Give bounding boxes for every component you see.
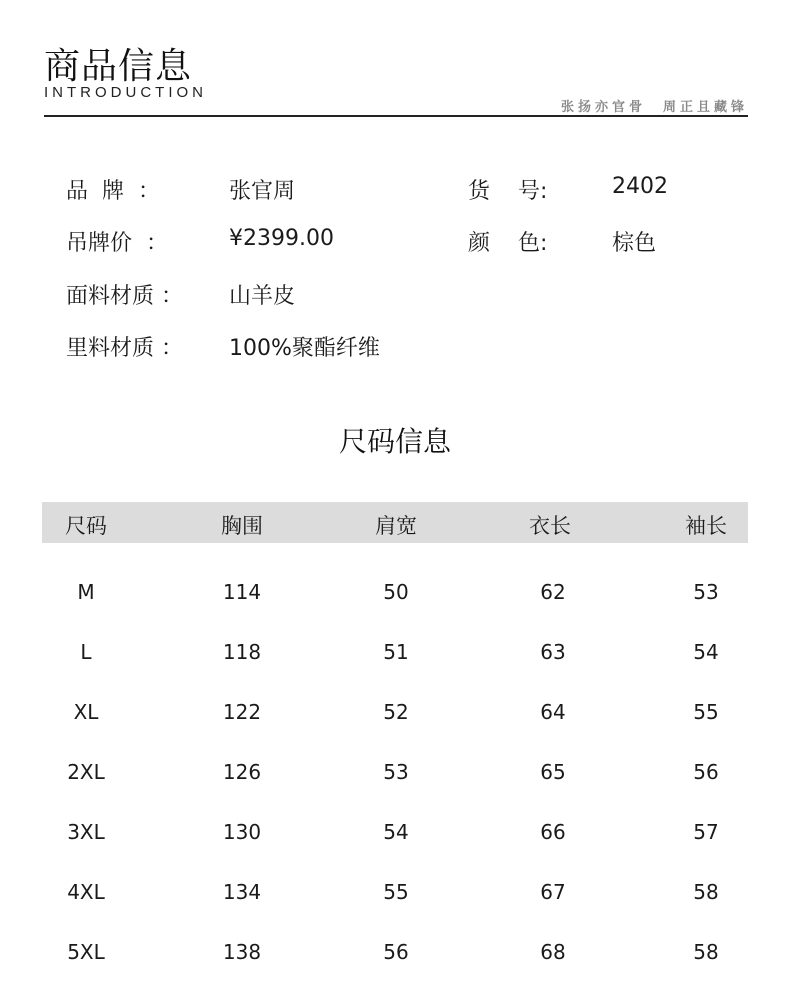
table-cell: 58 [693,940,719,964]
fabric-label: 面料材质 ： [66,284,183,309]
table-cell: L [80,640,92,664]
table-cell: 64 [540,700,566,724]
fabric-value: 山羊皮 [229,284,296,309]
table-cell: 2XL [67,760,105,784]
table-cell: 63 [540,640,566,664]
table-row [42,760,748,800]
table-cell: 114 [222,580,262,604]
table-cell: 62 [540,580,566,604]
table-cell: 130 [222,820,262,844]
column-header-chest: 胸围 [221,514,263,538]
size-section-title: 尺码信息 [338,425,451,458]
table-cell: 66 [540,820,566,844]
table-cell: 54 [693,640,719,664]
table-cell: 54 [383,820,409,844]
table-row [42,700,748,740]
table-cell: M [77,580,95,604]
column-header-shoulder: 肩宽 [375,514,417,538]
column-header-length: 衣长 [529,514,571,538]
table-cell: 53 [693,580,719,604]
table-cell: 4XL [67,880,105,904]
size-table-header [42,502,748,543]
tag-price-value: ¥2399.00 [229,226,334,251]
table-row [42,880,748,920]
table-cell: 138 [222,940,262,964]
table-cell: 134 [222,880,262,904]
table-cell: 3XL [67,820,105,844]
column-header-sleeve: 袖长 [685,514,727,538]
brand-value: 张官周 [229,179,296,204]
table-cell: 55 [383,880,409,904]
color-label: 颜 色: [468,231,548,256]
table-cell: 58 [693,880,719,904]
column-header-size: 尺码 [65,514,107,538]
page-title: 商品信息 [44,46,193,87]
table-cell: 56 [693,760,719,784]
table-cell: 65 [540,760,566,784]
item-no-label: 货 号: [468,179,548,204]
table-cell: 50 [383,580,409,604]
table-cell: XL [73,700,99,724]
table-cell: 68 [540,940,566,964]
item-no-value: 2402 [612,174,668,199]
tag-price-label: 吊牌价 ： [66,231,168,256]
table-cell: 5XL [67,940,105,964]
table-cell: 52 [383,700,409,724]
table-cell: 55 [693,700,719,724]
header-divider [44,115,748,117]
lining-value: 100%聚酯纤维 [229,336,380,361]
table-cell: 126 [222,760,262,784]
brand-label: 品 牌 ： [66,179,160,204]
table-cell: 122 [222,700,262,724]
page-subtitle: INTRODUCTION [44,84,207,101]
table-row [42,820,748,860]
brand-slogan: 张扬亦官骨 周正且藏锋 [560,100,748,115]
table-cell: 67 [540,880,566,904]
table-row [42,580,748,620]
table-cell: 51 [383,640,409,664]
table-row [42,640,748,680]
table-cell: 56 [383,940,409,964]
lining-label: 里料材质 ： [66,336,183,361]
table-row [42,940,748,980]
color-value: 棕色 [612,231,657,256]
table-cell: 53 [383,760,409,784]
table-cell: 118 [222,640,262,664]
table-cell: 57 [693,820,719,844]
